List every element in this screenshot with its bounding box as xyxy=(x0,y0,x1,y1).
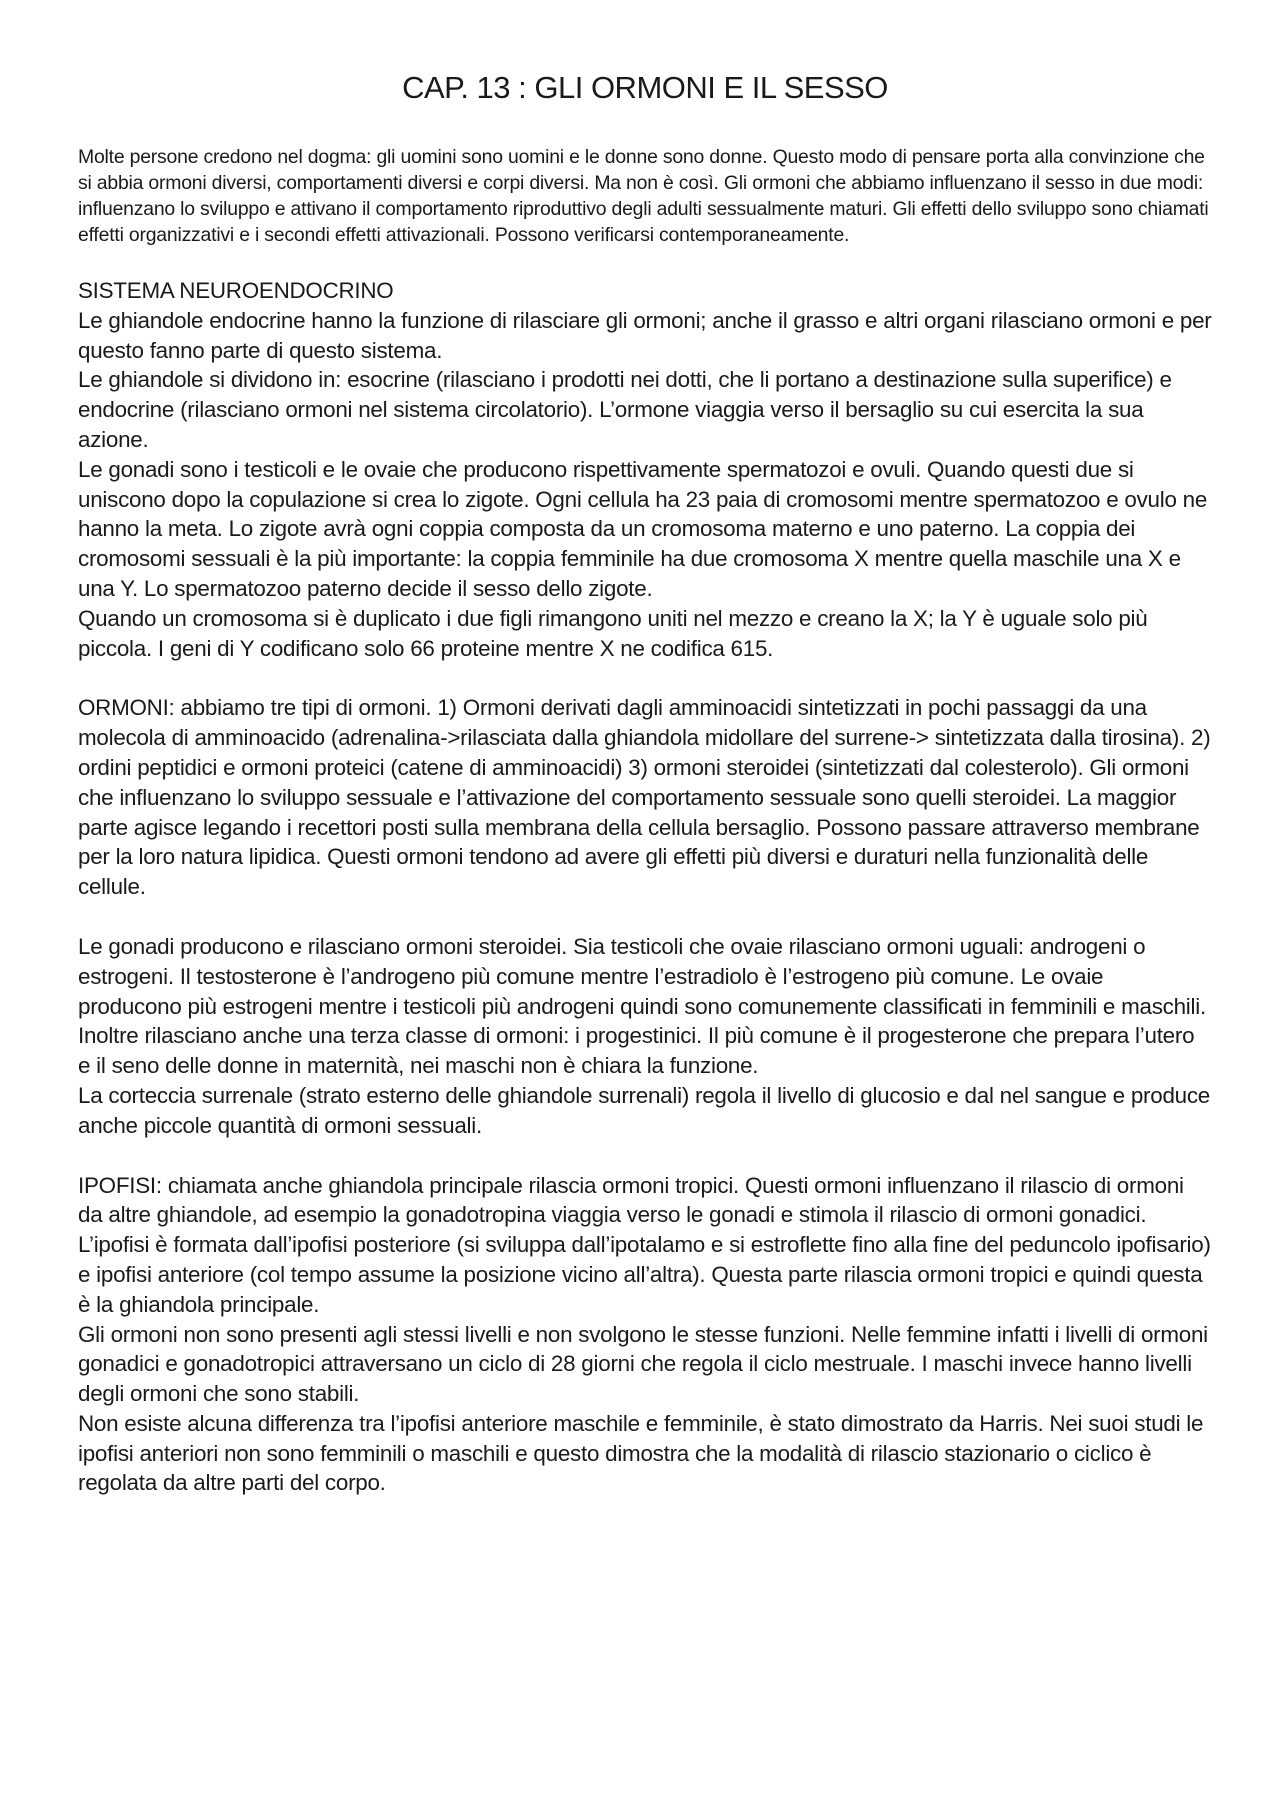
paragraph: ORMONI: abbiamo tre tipi di ormoni. 1) Ormoni derivati dagli amminoacidi sintetizzati in pochi passaggi da una molecola di amminoacido (adrenalina->rilasciata dalla ghiandola midollare del surrene-> sintetizzata dalla tirosina). 2) ordini peptidici e ormoni proteici (catene di amminoacidi) 3) ormoni steroidei (sintetizzati dal colesterolo). Gli ormoni che influenzano lo sviluppo sessuale e l’attivazione del comportamento sessuale sono quelli steroidei. La maggior parte agisce legando i recettori posti sulla membrana della cellula bersaglio. Possono passare attraverso membrane per la loro natura lipidica. Questi ormoni tendono ad avere gli effetti più diversi e duraturi nella funzionalità delle cellule. xyxy=(78,695,1211,900)
section-heading: SISTEMA NEUROENDOCRINO xyxy=(78,278,394,303)
section-gonadi xyxy=(78,932,1212,1141)
page-title: CAP. 13 : GLI ORMONI E IL SESSO xyxy=(402,70,888,105)
paragraph: Quando un cromosoma si è duplicato i due figli rimangono uniti nel mezzo e creano la X; la Y è uguale solo più piccola. I geni di Y codificano solo 66 proteine mentre X ne codifica 615. xyxy=(78,605,1148,661)
paragraph: Le ghiandole endocrine hanno la funzione di rilasciare gli ormoni; anche il grasso e altri organi rilasciano ormoni e per questo fanno parte di questo sistema. xyxy=(78,307,1212,363)
section-ipofisi xyxy=(78,1171,1212,1499)
intro-paragraph: Molte persone credono nel dogma: gli uomini sono uomini e le donne sono donne. Questo modo di pensare porta alla convinzione che si abbia ormoni diversi, comportamenti diversi e corpi diversi. Ma non è così. Gli ormoni che abbiamo influenzano il sesso in due modi: influenzano lo sviluppo e attivano il comportamento riproduttivo degli adulti sessualmente maturi. Gli effetti dello sviluppo sono chiamati effetti organizzativi e i secondi effetti attivazionali. Possono verificarsi contemporaneamente. xyxy=(78,146,1209,246)
paragraph: Gli ormoni non sono presenti agli stessi livelli e non svolgono le stesse funzioni. Nelle femmine infatti i livelli di ormoni gonadici e gonadotropici attraversano un ciclo di 28 giorni che regola il ciclo mestruale. I maschi invece hanno livelli degli ormoni che sono stabili. xyxy=(78,1321,1208,1407)
paragraph: La corteccia surrenale (strato esterno delle ghiandole surrenali) regola il livello di glucosio e dal nel sangue e produce anche piccole quantità di ormoni sessuali. xyxy=(78,1082,1211,1138)
section-ormoni xyxy=(78,693,1212,902)
paragraph: Non esiste alcuna differenza tra l’ipofisi anteriore maschile e femminile, è stato dimostrato da Harris. Nei suoi studi le ipofisi anteriori non sono femminili o maschili e questo dimostra che la modalità di rilascio stazionario o ciclico è regolata da altre parti del corpo. xyxy=(78,1410,1204,1496)
paragraph: Le ghiandole si dividono in: esocrine (rilasciano i prodotti nei dotti, che li portano a destinazione sulla superifice) e endocrine (rilasciano ormoni nel sistema circolatorio). L’ormone viaggia verso il bersaglio su cui esercita la sua azione. xyxy=(78,367,1172,452)
paragraph: Le gonadi sono i testicoli e le ovaie che producono rispettivamente spermatozoi e ovuli. Quando questi due si uniscono dopo la copulazione si crea lo zigote. Ogni cellula ha 23 paia di cromosomi mentre spermatozoo e ovulo ne hanno la meta. Lo zigote avrà ogni coppia composta da un cromosoma materno e uno paterno. La coppia dei cromosomi sessuali è la più importante: la coppia femminile ha due cromosoma X mentre quella maschile una X e una Y. Lo spermatozoo paterno decide il sesso dello zigote. xyxy=(78,456,1208,601)
paragraph: IPOFISI: chiamata anche ghiandola principale rilascia ormoni tropici. Questi ormoni influenzano il rilascio di ormoni da altre ghiandole, ad esempio la gonadotropina viaggia verso le gonadi e stimola il rilascio di ormoni gonadici. xyxy=(78,1172,1184,1228)
paragraph: L’ipofisi è formata dall’ipofisi posteriore (si sviluppa dall’ipotalamo e si estroflette fino alla fine del peduncolo ipofisario) e ipofisi anteriore (col tempo assume la posizione vicino all’altra). Questa parte rilascia ormoni tropici e quindi questa è la ghiandola principale. xyxy=(78,1232,1211,1317)
section-sistema-neuroendocrino xyxy=(78,276,1212,663)
paragraph: Le gonadi producono e rilasciano ormoni steroidei. Sia testicoli che ovaie rilasciano ormoni uguali: androgeni o estrogeni. Il testosterone è l’androgeno più comune mentre l’estradiolo è l’estrogeno più comune. Le ovaie producono più estrogeni mentre i testicoli più androgeni quindi sono comunemente classificati in femminili e maschili. Inoltre rilasciano anche una terza classe di ormoni: i progestinici. Il più comune è il progesterone che prepara l’utero e il seno delle donne in maternità, nei maschi non è chiara la funzione. xyxy=(78,933,1206,1079)
document-page xyxy=(78,0,1212,1498)
